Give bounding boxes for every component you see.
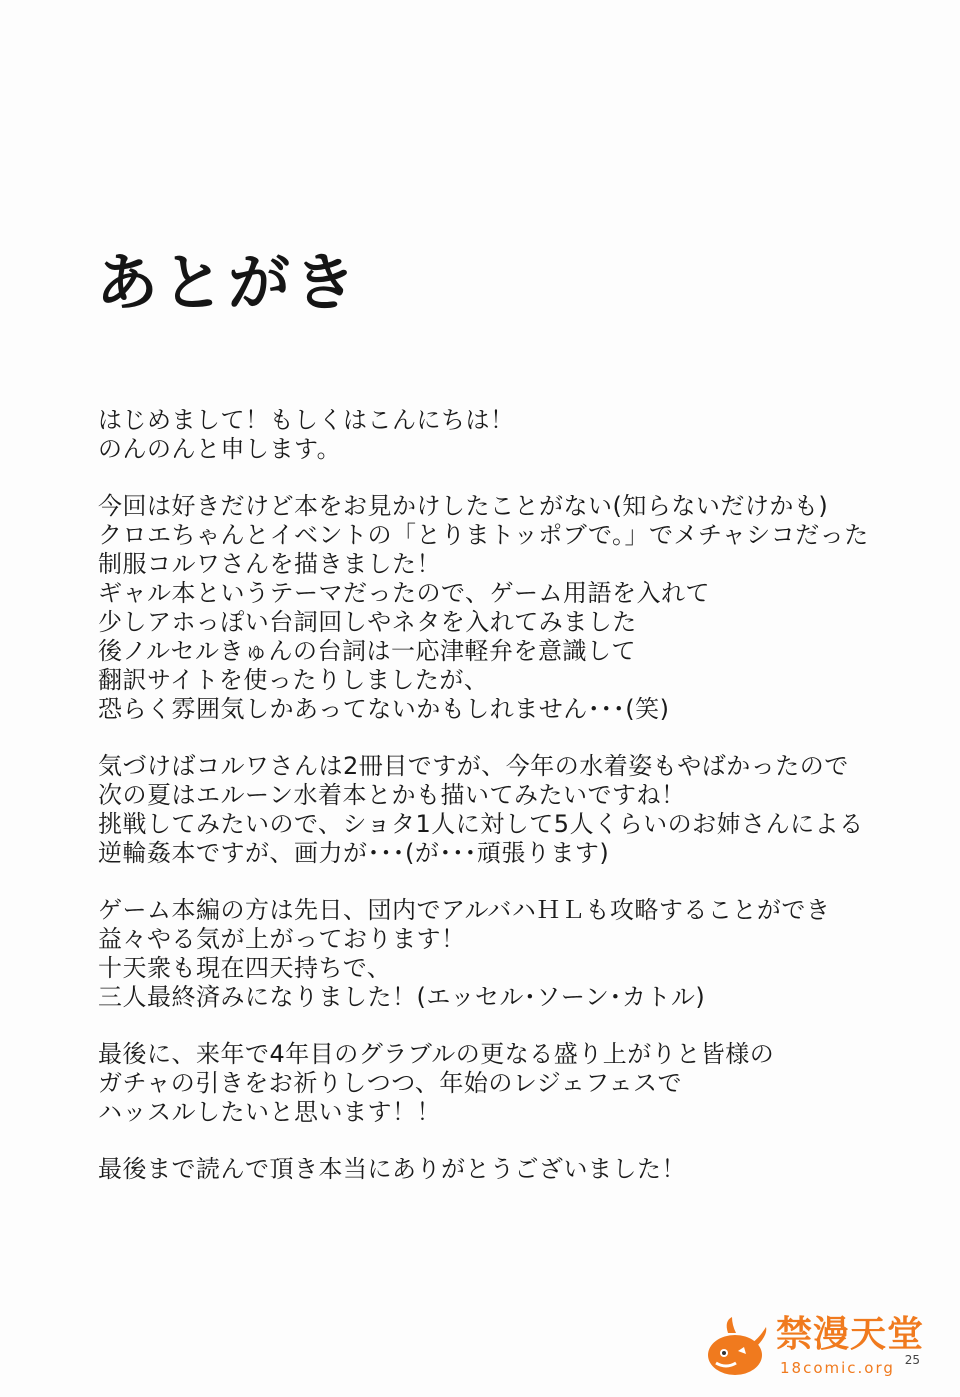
paragraph-greeting — [98, 406, 918, 464]
text-line: 益々やる気が上がっております！ — [98, 925, 466, 953]
text-line: 最後に、来年で4年目のグラブルの更なる盛り上がりと皆様の — [98, 1040, 775, 1068]
paragraph-closing-wish — [98, 1040, 918, 1127]
text-line: ガチャの引きをお祈りしつつ、年始のレジェフェスで — [98, 1069, 683, 1097]
text-line: 最後まで読んで頂き本当にありがとうございました！ — [98, 1155, 686, 1183]
text-line: 十天衆も現在四天持ちで、 — [98, 954, 392, 982]
watermark-url: 18comic.org — [780, 1359, 895, 1377]
paragraph-next-plans — [98, 752, 918, 868]
paragraph-this-book — [98, 492, 918, 724]
text-line: はじめまして！もしくはこんにちは！ — [98, 406, 515, 434]
text-line: ゲーム本編の方は先日、団内でアルバハＨＬも攻略することができ — [98, 896, 831, 924]
text-line: 気づけばコルワさんは2冊目ですが、今年の水着姿もやばかったので — [98, 752, 849, 780]
text-line: ハッスルしたいと思います！！ — [98, 1098, 441, 1126]
text-line: 制服コルワさんを描きました！ — [98, 550, 441, 578]
text-line: 今回は好きだけど本をお見かけしたことがない(知らないだけかも) — [98, 492, 829, 520]
watermark-text: 禁漫天堂 — [776, 1314, 925, 1355]
whale-logo-icon — [702, 1313, 772, 1383]
text-line: 後ノルセルきゅんの台詞は一応津軽弁を意識して — [98, 637, 637, 665]
text-line: クロエちゃんとイベントの「とりまトッポブで。」でメチャシコだった — [98, 521, 869, 549]
text-line: 挑戦してみたいので、ショタ1人に対して5人くらいのお姉さんによる — [98, 810, 864, 838]
text-line: ギャル本というテーマだったので、ゲーム用語を入れて — [98, 579, 711, 607]
text-line: 少しアホっぽい台詞回しやネタを入れてみました — [98, 608, 637, 636]
paragraph-thanks — [98, 1155, 918, 1184]
text-line: 恐らく雰囲気しかあってないかもしれません･･･(笑) — [98, 695, 670, 723]
site-watermark — [702, 1311, 925, 1385]
page-number: 25 — [904, 1353, 920, 1367]
text-line: 翻訳サイトを使ったりしましたが、 — [98, 666, 489, 694]
page-title: あとがき — [96, 246, 361, 319]
text-line: 次の夏はエルーン水着本とかも描いてみたいですね！ — [98, 781, 686, 809]
paragraph-game-progress — [98, 896, 918, 1012]
afterword-body — [98, 406, 918, 1212]
text-line: 逆輪姦本ですが、画力が･･･(が･･･頑張ります) — [98, 839, 610, 867]
text-line: 三人最終済みになりました！(エッセル･ソーン･カトル) — [98, 983, 706, 1011]
text-line: のんのんと申します。 — [98, 435, 342, 463]
